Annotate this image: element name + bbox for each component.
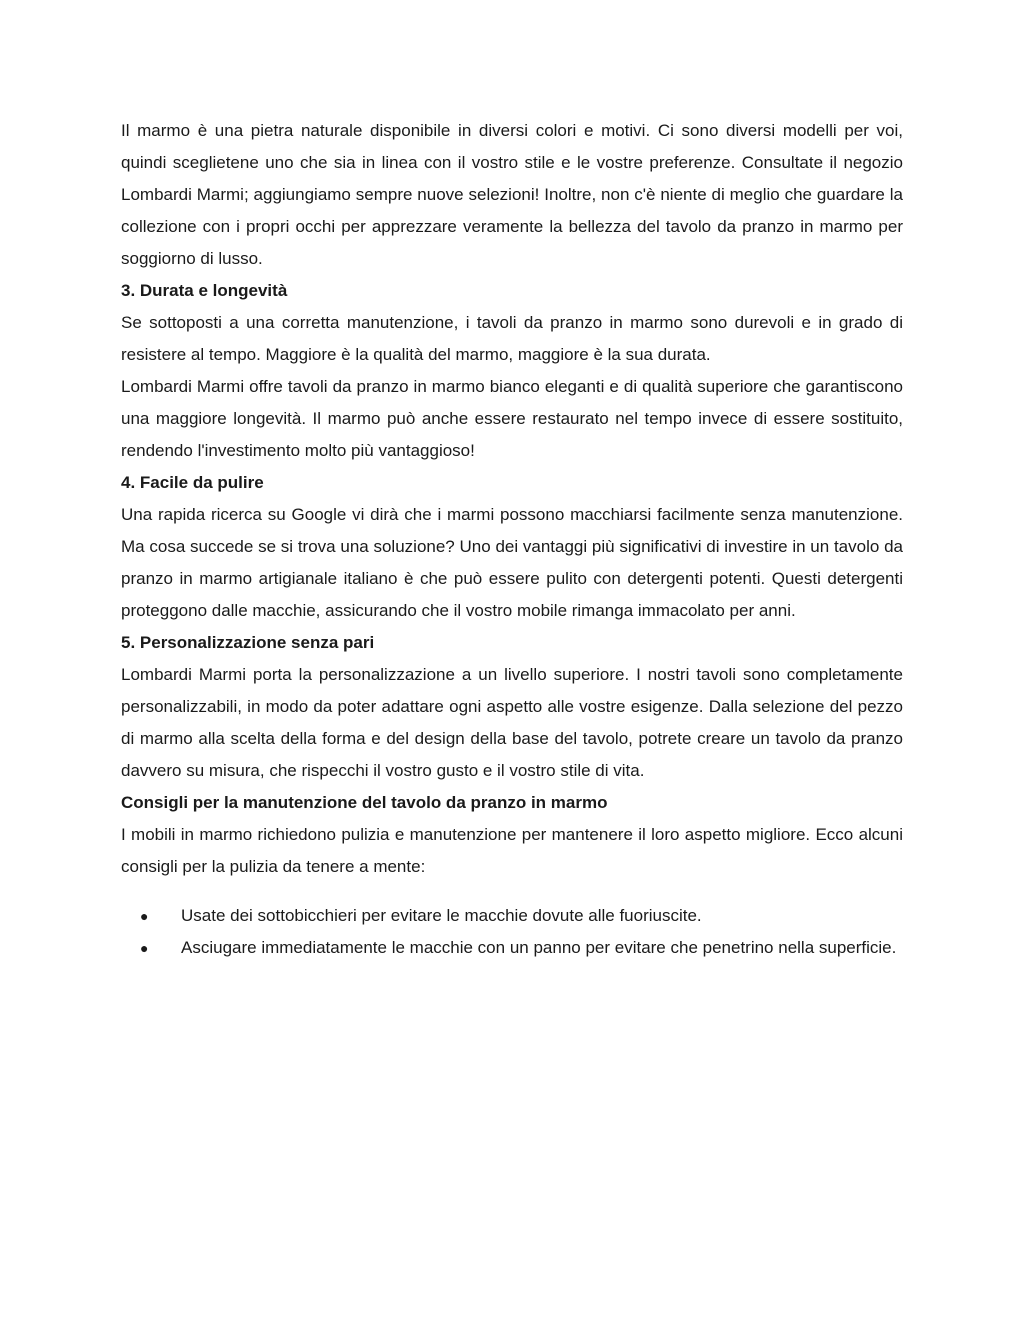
consigli-paragraph: I mobili in marmo richiedono pulizia e manutenzione per mantenere il loro aspetto migliore. Ecco alcuni consigli per la pulizia da tenere a mente: — [121, 825, 903, 876]
list-item — [121, 932, 903, 964]
section-heading-personalizzazione: 5. Personalizzazione senza pari — [121, 633, 375, 652]
list-item-text: Usate dei sottobicchieri per evitare le macchie dovute alle fuoriuscite. — [181, 906, 702, 925]
personalizzazione-paragraph: Lombardi Marmi porta la personalizzazione a un livello superiore. I nostri tavoli sono completamente personalizzabili, in modo da poter adattare ogni aspetto alle vostre esigenze. Dalla selezione del pezzo di marmo alla scelta della forma e del design della base del tavolo, potrete creare un tavolo da pranzo davvero su misura, che rispecchi il vostro gusto e il vostro stile di vita. — [121, 665, 903, 780]
document-page — [121, 115, 903, 964]
list-item — [121, 900, 903, 932]
section-heading-pulire: 4. Facile da pulire — [121, 473, 264, 492]
section-heading-durata: 3. Durata e longevità — [121, 281, 288, 300]
list-item-text: Asciugare immediatamente le macchie con un panno per evitare che penetrino nella superficie. — [181, 938, 897, 957]
intro-paragraph: Il marmo è una pietra naturale disponibile in diversi colori e motivi. Ci sono diversi modelli per voi, quindi sceglietene uno che sia in linea con il vostro stile e le vostre preferenze. Consultate il negozio Lombardi Marmi; aggiungiamo sempre nuove selezioni! Inoltre, non c'è niente di meglio che guardare la collezione con i propri occhi per apprezzare veramente la bellezza del tavolo da pranzo in marmo per soggiorno di lusso. — [121, 121, 903, 268]
tips-list — [121, 900, 903, 964]
pulire-paragraph: Una rapida ricerca su Google vi dirà che i marmi possono macchiarsi facilmente senza manutenzione. Ma cosa succede se si trova una soluzione? Uno dei vantaggi più significativi di investire in un tavolo da pranzo in marmo artigianale italiano è che può essere pulito con detergenti potenti. Questi detergenti proteggono dalle macchie, assicurando che il vostro mobile rimanga immacolato per anni. — [121, 505, 903, 620]
durata-paragraph-2: Lombardi Marmi offre tavoli da pranzo in marmo bianco eleganti e di qualità superiore che garantiscono una maggiore longevità. Il marmo può anche essere restaurato nel tempo invece di essere sostituito, rendendo l'investimento molto più vantaggioso! — [121, 377, 903, 460]
durata-paragraph-1: Se sottoposti a una corretta manutenzione, i tavoli da pranzo in marmo sono durevoli e in grado di resistere al tempo. Maggiore è la qualità del marmo, maggiore è la sua durata. — [121, 313, 903, 364]
section-heading-consigli: Consigli per la manutenzione del tavolo da pranzo in marmo — [121, 793, 608, 812]
bullet-icon: ● — [140, 908, 149, 924]
bullet-icon: ● — [140, 940, 149, 956]
